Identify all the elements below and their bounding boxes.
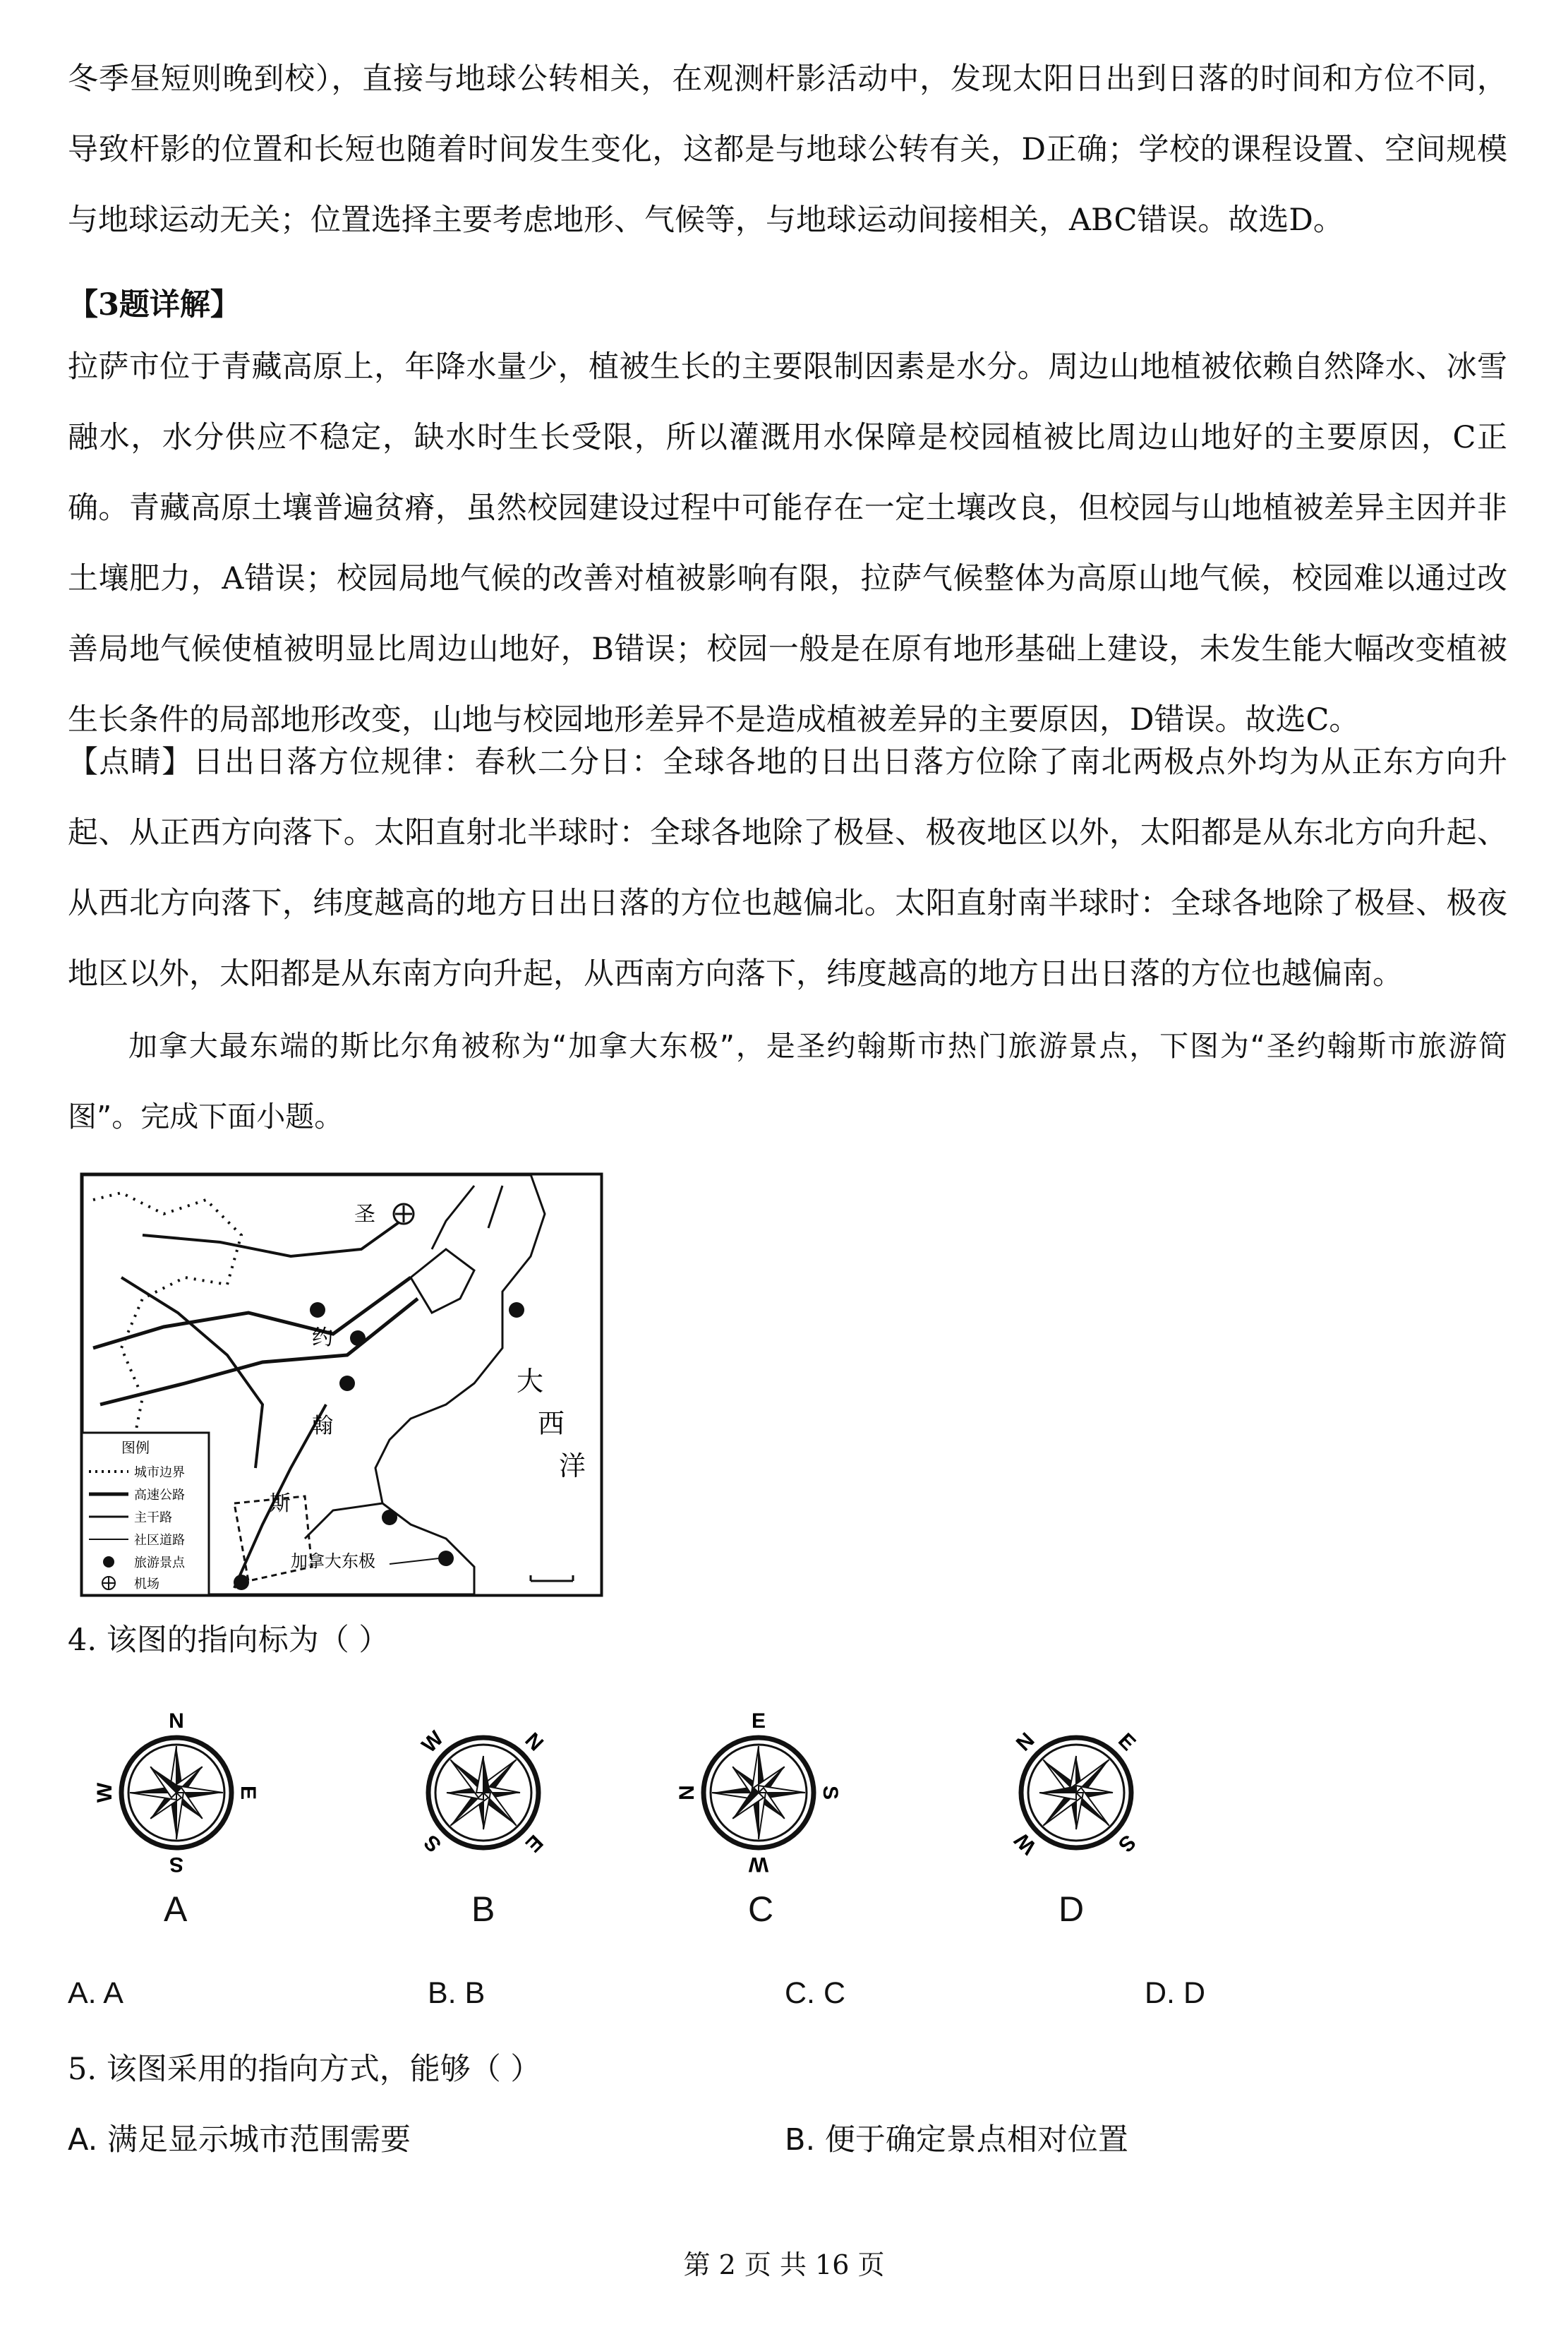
legend-tourism-spot: 旅游景点 <box>134 1556 185 1570</box>
legend-community-road: 社区道路 <box>134 1533 185 1548</box>
compass-dir-n: N <box>675 1785 699 1800</box>
compass-d <box>984 1708 1168 1877</box>
legend-city-boundary: 城市边界 <box>134 1465 185 1480</box>
compass-dir-s: S <box>169 1853 184 1876</box>
legend-main-road: 主干路 <box>134 1510 172 1525</box>
tourism-spot <box>382 1510 397 1525</box>
q5-option-b[interactable]: B. 便于确定景点相对位置 <box>785 2122 1128 2158</box>
legend-highway: 高速公路 <box>134 1488 185 1503</box>
ocean-char-1: 大 <box>517 1366 544 1397</box>
question-5-stem: 5. 该图采用的指向方式，能够（ ） <box>68 2052 541 2087</box>
compass-dir-s: S <box>419 1830 446 1857</box>
q4-option-a[interactable]: A. A <box>68 1976 123 2010</box>
cape-spear-label: 加拿大东极 <box>291 1551 375 1571</box>
heading-q3-explanation: 【3题详解】 <box>68 287 241 323</box>
compass-dir-e: E <box>236 1785 260 1800</box>
map-char-si: 斯 <box>270 1491 291 1516</box>
compass-dir-e: E <box>1114 1728 1140 1755</box>
map-char-han: 翰 <box>312 1414 333 1438</box>
map-char-sheng: 圣 <box>354 1202 375 1227</box>
compass-c <box>667 1708 850 1877</box>
compass-a <box>85 1708 268 1877</box>
compass-dir-n: N <box>520 1728 548 1756</box>
tourism-spot <box>509 1302 524 1318</box>
q5-option-a[interactable]: A. 满足显示城市范围需要 <box>68 2122 411 2158</box>
ocean-char-3: 洋 <box>559 1450 586 1481</box>
compass-dir-w: W <box>748 1853 769 1876</box>
compass-dir-s: S <box>1114 1830 1140 1857</box>
map-char-yue: 约 <box>312 1325 333 1350</box>
compass-label-a: A <box>164 1889 188 1929</box>
compass-dir-w: W <box>1010 1828 1041 1859</box>
tourism-spot <box>350 1330 366 1346</box>
paragraph-answer-2-end: 冬季昼短则晚到校），直接与地球公转相关，在观测杆影活动中，发现太阳日出到日落的时间和方位不同，导致杆影的位置和长短也随着时间发生变化，这都是与地球公转有关，D正确；学校的课程设置、空间规模与地球运动无关；位置选择主要考虑地形、气候等，与地球运动间接相关，ABC错误。故选D。 <box>68 61 1507 238</box>
page-footer: 第 2 页 共 16 页 <box>683 2249 885 2280</box>
legend-airport: 机场 <box>134 1577 159 1592</box>
compass-label-c: C <box>748 1889 774 1929</box>
map-legend <box>82 1433 209 1595</box>
paragraph-intro: 加拿大最东端的斯比尔角被称为“加拿大东极”，是圣约翰斯市热门旅游景点，下图为“圣约翰斯市旅游简图”。完成下面小题。 <box>68 1029 1507 1133</box>
ocean-char-2: 西 <box>538 1408 565 1439</box>
compass-rose <box>93 1709 260 1876</box>
tourism-spot <box>310 1302 325 1318</box>
st-johns-tourism-map <box>79 1172 604 1598</box>
compass-dir-n: N <box>1011 1728 1039 1756</box>
q4-option-c[interactable]: C. C <box>785 1976 845 2010</box>
compass-dir-n: N <box>169 1709 184 1733</box>
compass-label-b: B <box>471 1889 495 1929</box>
paragraph-answer-3: 拉萨市位于青藏高原上，年降水量少，植被生长的主要限制因素是水分。周边山地植被依赖自然降水、冰雪融水，水分供应不稳定，缺水时生长受限，所以灌溉用水保障是校园植被比周边山地好的主要原因，C正确。青藏高原土壤普遍贫瘠，虽然校园建设过程中可能存在一定土壤改良，但校园与山地植被差异主因并非土壤肥力，A错误；校园局地气候的改善对植被影响有限，拉萨气候整体为高原山地气候，校园难以通过改善局地气候使植被明显比周边山地好，B错误；校园一般是在原有地形基础上建设，未发生能大幅改变植被生长条件的局部地形改变，山地与校园地形差异不是造成植被差异的主要原因，D错误。故选C。 <box>68 349 1507 738</box>
compass-dir-e: E <box>751 1709 766 1733</box>
compass-rose <box>392 1708 575 1877</box>
tourism-spot <box>339 1376 355 1391</box>
question-4-stem: 4. 该图的指向标为（ ） <box>68 1623 390 1658</box>
compass-dir-w: W <box>417 1726 448 1757</box>
compass-rose <box>675 1709 842 1876</box>
compass-label-d: D <box>1059 1889 1085 1929</box>
legend-title: 图例 <box>121 1439 150 1456</box>
compass-dir-w: W <box>93 1782 116 1803</box>
compass-rose <box>984 1708 1168 1877</box>
paragraph-tip: 【点睛】日出日落方位规律：春秋二分日：全球各地的日出日落方位除了南北两极点外均为从正东方向升起、从正西方向落下。太阳直射北半球时：全球各地除了极昼、极夜地区以外，太阳都是从东北方向升起、从西北方向落下，纬度越高的地方日出日落的方位也越偏北。太阳直射南半球时：全球各地除了极昼、极夜地区以外，太阳都是从东南方向升起，从西南方向落下，纬度越高的地方日出日落的方位也越偏南。 <box>68 745 1507 992</box>
q4-option-b[interactable]: B. B <box>428 1976 486 2010</box>
tourism-spot-cape <box>438 1551 454 1566</box>
compass-b <box>392 1708 575 1877</box>
q4-option-d[interactable]: D. D <box>1145 1976 1205 2010</box>
compass-dir-e: E <box>521 1830 548 1857</box>
tourism-spot <box>234 1575 249 1590</box>
compass-dir-s: S <box>819 1785 842 1800</box>
